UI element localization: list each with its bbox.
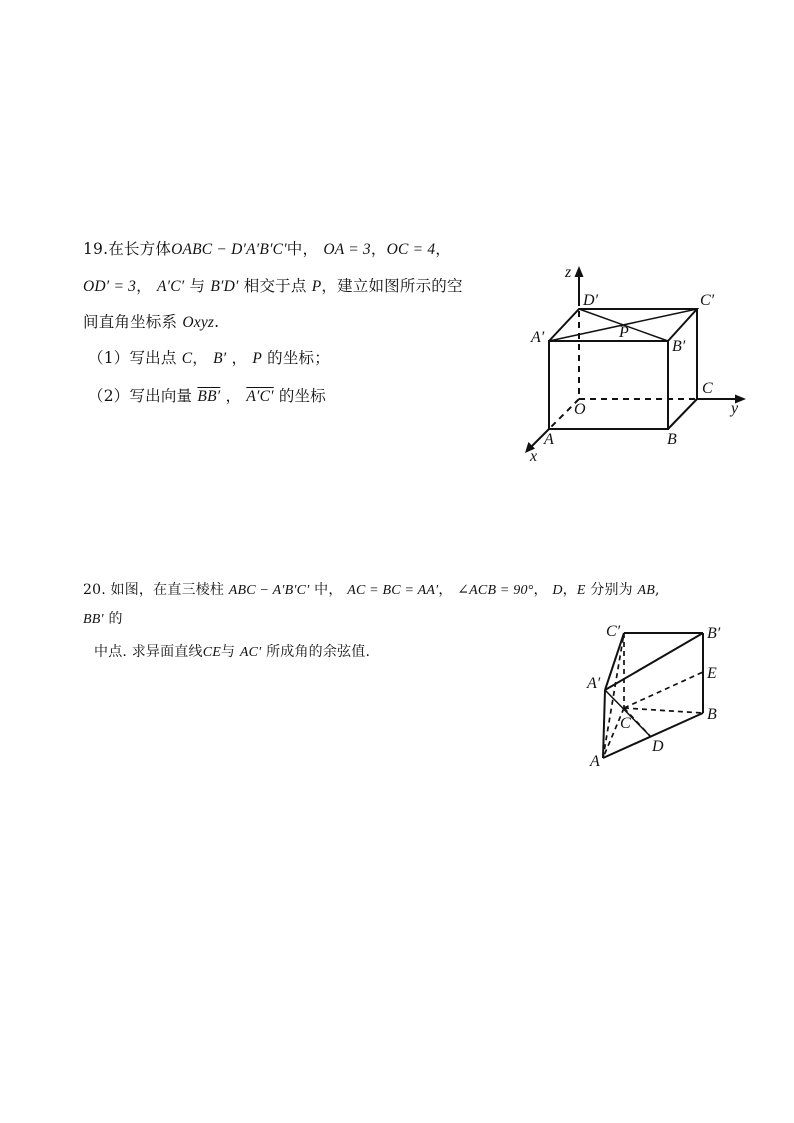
q20-text: 与	[221, 644, 236, 660]
q19-text: ，	[435, 240, 451, 258]
q19-math: P	[311, 278, 322, 295]
q19-text: ，	[370, 240, 387, 258]
label-D-prime: D′	[583, 292, 599, 309]
q19-text: （1）写出点	[88, 349, 177, 367]
q20-math: D	[552, 583, 563, 598]
q20-text: 所成角的余弦值.	[266, 644, 371, 660]
q20-text: 的	[108, 611, 123, 627]
label-C: C	[620, 715, 631, 732]
q19-text: 的坐标；	[267, 349, 330, 367]
q19-text: 与	[189, 277, 206, 295]
label-D: D	[652, 738, 664, 755]
label-C: C	[702, 380, 713, 397]
label-E: E	[707, 665, 717, 682]
label-C-prime: C′	[700, 292, 715, 309]
q19-math: A′C′	[156, 278, 185, 295]
label-A: A	[544, 431, 554, 448]
q19-text: ，建立如图所示的空	[321, 277, 463, 295]
q19-vector: A′C′	[246, 388, 274, 405]
q19-text: .	[214, 313, 220, 331]
q20-text: ,	[655, 582, 660, 598]
q19-text: 在长方体	[108, 240, 172, 258]
label-B: B	[667, 431, 677, 448]
label-C-prime: C′	[606, 623, 621, 640]
q19-vector: BB′	[197, 388, 221, 405]
q19-math: B′	[213, 350, 227, 367]
label-x: x	[530, 448, 538, 465]
q19-math: B′D′	[210, 278, 239, 295]
q20-math: ∠ACB = 90°	[457, 583, 534, 598]
q19-text: 相交于点	[243, 277, 307, 295]
label-B: B	[707, 706, 717, 723]
q19-math: C	[181, 350, 193, 367]
label-A-prime: A′	[587, 675, 601, 692]
q19-math: Oxyz	[182, 314, 215, 331]
q20-math: CE	[202, 645, 221, 660]
q20-math: AC′	[239, 645, 262, 660]
q19-math: OC = 4	[386, 241, 436, 258]
label-O: O	[574, 401, 586, 418]
q19-math: OABC − D′A′B′C′	[171, 241, 287, 258]
label-B-prime: B′	[672, 338, 686, 355]
q20-text: ，	[562, 582, 577, 598]
q19-math: OA = 3	[323, 241, 371, 258]
label-P: P	[619, 324, 629, 341]
q19-text: 中，	[286, 240, 319, 258]
q20-text: 如图，在直三棱柱	[110, 582, 225, 598]
q19-text: 间直角坐标系	[83, 313, 178, 331]
q19-text: ，	[231, 349, 248, 367]
q19-text: ，	[136, 277, 152, 295]
q20-math: AC = BC = AA′	[347, 583, 439, 598]
q20-number: 20.	[83, 582, 106, 598]
q19-text: （2）写出向量	[88, 387, 193, 405]
label-A: A	[590, 753, 600, 770]
q20-math: E	[576, 583, 586, 598]
q20-math: AB	[637, 583, 656, 598]
q20-text: 中点. 求异面直线	[94, 644, 203, 660]
q19-number: 19.	[83, 240, 109, 258]
q19-text: ，	[225, 387, 242, 405]
q20-text: ，	[533, 582, 548, 598]
q20-math: ABC − A′B′C′	[228, 583, 310, 598]
label-y: y	[731, 400, 739, 417]
q19-math: P	[252, 350, 263, 367]
q19-math: OD′ = 3	[83, 278, 137, 295]
q20-text: 分别为	[590, 582, 633, 598]
q20-text: 中，	[314, 582, 343, 598]
q19-text: ，	[192, 349, 208, 367]
q19-text: 的坐标	[278, 387, 326, 405]
label-z: z	[565, 264, 572, 281]
label-B-prime: B′	[707, 625, 721, 642]
label-A-prime: A′	[531, 329, 545, 346]
q20-text: ，	[438, 582, 453, 598]
q20-math: BB′	[83, 612, 104, 627]
